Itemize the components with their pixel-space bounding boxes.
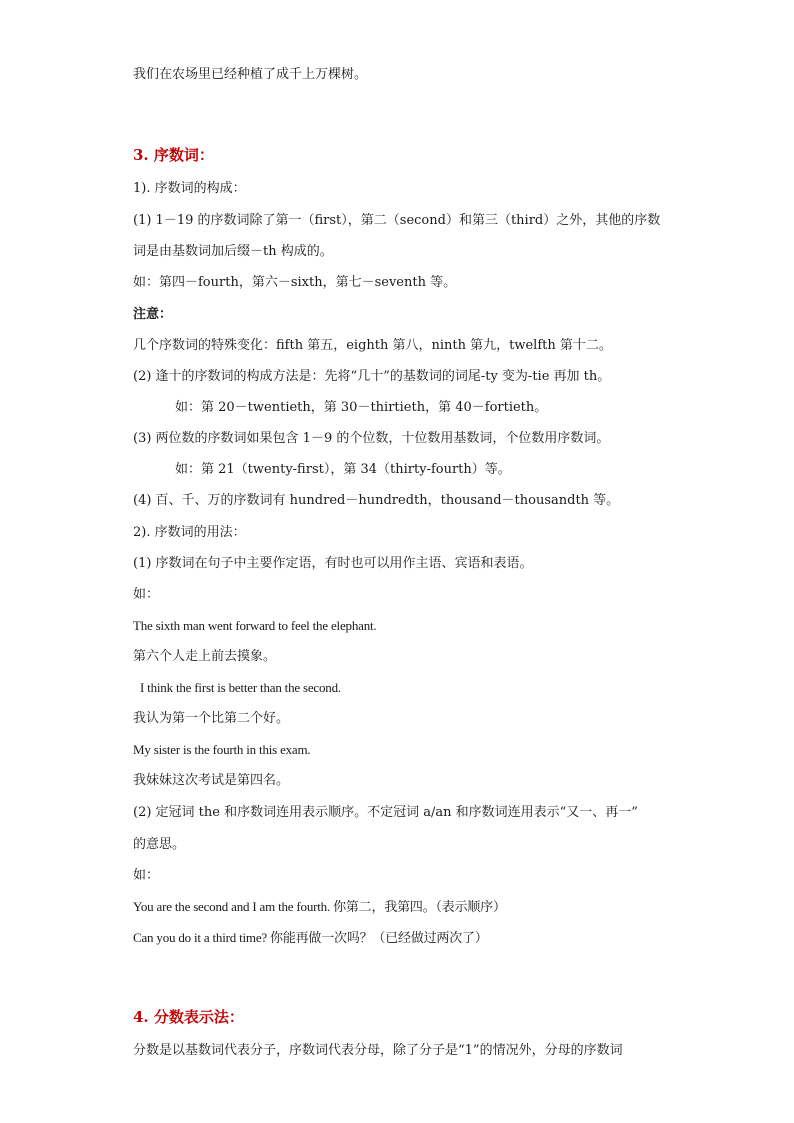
usage-2-example-label: 如： <box>133 868 160 883</box>
section-4-line-1: 分数是以基数词代表分子，序数词代表分母，除了分子是“1”的情况外，分母的序数词 <box>133 1043 623 1058</box>
rule-4: (4) 百、千、万的序数词有 hundred－hundredth，thousand－thousandth 等。 <box>133 493 620 508</box>
note-label: 注意： <box>133 307 173 322</box>
note-text: 几个序数词的特殊变化：fifth 第五，eighth 第八，ninth 第九，twelfth 第十二。 <box>133 338 612 353</box>
rule-3: (3) 两位数的序数词如果包含 1－9 的个位数，十位数用基数词，个位数用序数词。 <box>133 431 610 446</box>
example-3-english: My sister is the fourth in this exam. <box>133 742 311 757</box>
example-2-chinese: 我认为第一个比第二个好。 <box>133 711 290 726</box>
rule-2-example: 如：第 20－twentieth，第 30－thirtieth，第 40－fortieth。 <box>175 400 548 415</box>
rule-3-example: 如：第 21（twenty-first），第 34（thirty-fourth）等。 <box>175 462 511 477</box>
rule-1-example: 如：第四－fourth，第六－sixth，第七－seventh 等。 <box>133 275 457 290</box>
usage-1-example-label: 如： <box>133 587 160 602</box>
example-2-english: I think the first is better than the second. <box>140 680 341 695</box>
section-4-heading: 4. 分数表示法： <box>133 1008 244 1026</box>
rule-1-line-2: 词是由基数词加后缀－th 构成的。 <box>133 244 333 259</box>
subsection-2-title: 2). 序数词的用法： <box>133 525 246 540</box>
example-3-chinese: 我妹妹这次考试是第四名。 <box>133 773 290 788</box>
example-1-english: The sixth man went forward to feel the elephant. <box>133 618 377 633</box>
example-5: Can you do it a third time? 你能再做一次吗？（已经做过两次了） <box>133 930 488 945</box>
subsection-1-title: 1). 序数词的构成： <box>133 181 246 196</box>
section-3-heading: 3. 序数词： <box>133 146 214 164</box>
example-1-chinese: 第六个人走上前去摸象。 <box>133 649 277 664</box>
example-4: You are the second and I am the fourth. 你第二，我第四。（表示顺序） <box>133 899 506 914</box>
rule-1-line-1: (1) 1－19 的序数词除了第一（first），第二（second）和第三（third）之外，其他的序数 <box>133 213 661 228</box>
usage-2-line-2: 的意思。 <box>133 837 186 852</box>
usage-1: (1) 序数词在句子中主要作定语，有时也可以用作主语、宾语和表语。 <box>133 556 533 571</box>
usage-2-line-1: (2) 定冠词 the 和序数词连用表示顺序。不定冠词 a/an 和序数词连用表示“又一、再一” <box>133 805 638 820</box>
rule-2: (2) 逢十的序数词的构成方法是：先将“几十”的基数词的词尾-ty 变为-tie 再加 th。 <box>133 369 611 384</box>
intro-line: 我们在农场里已经种植了成千上万棵树。 <box>133 67 368 82</box>
